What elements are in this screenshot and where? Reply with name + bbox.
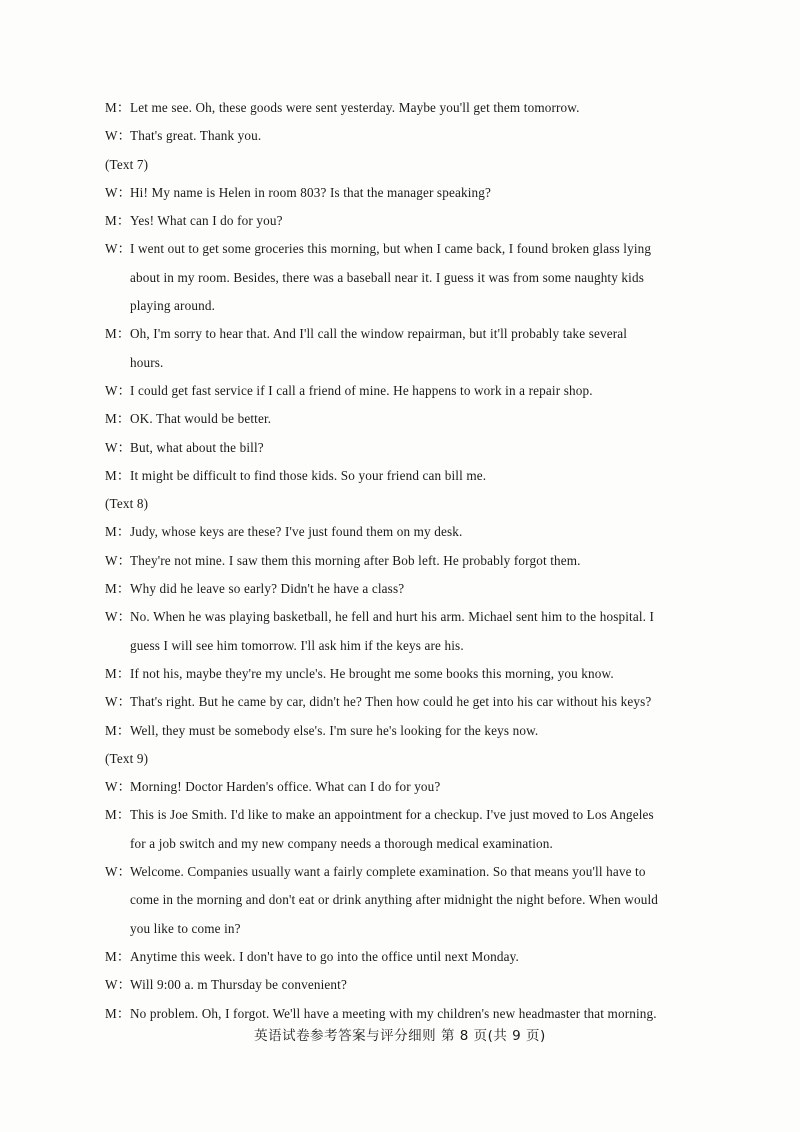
dialogue-text: Judy, whose keys are these? I've just found them on my desk.: [130, 524, 463, 540]
dialogue-continuation: guess I will see him tomorrow. I'll ask him if the keys are his.: [130, 637, 464, 653]
dialogue-line: [105, 575, 705, 603]
speaker-label: M：: [105, 948, 131, 964]
dialogue-text: Hi! My name is Helen in room 803? Is that the manager speaking?: [130, 184, 492, 200]
dialogue-line: [105, 717, 705, 745]
section-heading: (Text 7): [105, 156, 149, 172]
dialogue-text: No. When he was playing basketball, he fell and hurt his arm. Michael sent him to the hospital. I: [130, 609, 655, 625]
speaker-label: M：: [105, 326, 131, 342]
dialogue-text: I could get fast service if I call a friend of mine. He happens to work in a repair shop.: [130, 382, 593, 398]
dialogue-line: [105, 377, 705, 405]
speaker-label: M：: [105, 665, 131, 681]
dialogue-line: [105, 179, 705, 207]
dialogue-text: Let me see. Oh, these goods were sent yesterday. Maybe you'll get them tomorrow.: [130, 100, 580, 115]
dialogue-line: [105, 547, 705, 575]
speaker-label: W：: [105, 977, 131, 993]
dialogue-text: Oh, I'm sorry to hear that. And I'll call the window repairman, but it'll probably take several: [130, 326, 628, 342]
speaker-label: M：: [105, 722, 131, 738]
dialogue-text: That's right. But he came by car, didn't he? Then how could he get into his car without his keys?: [130, 694, 652, 710]
dialogue-text: Well, they must be somebody else's. I'm sure he's looking for the keys now.: [130, 722, 539, 738]
dialogue-text: Will 9:00 a. m Thursday be convenient?: [130, 977, 347, 993]
dialogue-line: [105, 434, 705, 462]
dialogue-text: OK. That would be better.: [130, 411, 272, 427]
speaker-label: M：: [105, 807, 131, 823]
speaker-label: M：: [105, 213, 131, 229]
dialogue-text: Welcome. Companies usually want a fairly complete examination. So that means you'll have to: [130, 864, 646, 880]
dialogue-line: [105, 971, 705, 999]
speaker-label: W：: [105, 184, 131, 200]
speaker-label: W：: [105, 609, 131, 625]
speaker-label: M：: [105, 467, 131, 483]
speaker-label: M：: [105, 1005, 131, 1021]
dialogue-text: Yes! What can I do for you?: [130, 213, 283, 229]
speaker-label: W：: [105, 779, 131, 795]
dialogue-line: [105, 94, 705, 122]
dialogue-line: [105, 773, 705, 801]
dialogue-continuation: you like to come in?: [130, 920, 241, 936]
speaker-label: W：: [105, 241, 131, 257]
dialogue-line: [105, 858, 705, 886]
section-heading: (Text 8): [105, 496, 149, 512]
dialogue-text: I went out to get some groceries this morning, but when I came back, I found broken glass lying: [130, 241, 652, 257]
dialogue-text: They're not mine. I saw them this morning after Bob left. He probably forgot them.: [130, 552, 581, 568]
dialogue-line: [105, 462, 705, 490]
dialogue-continuation: hours.: [130, 354, 164, 370]
dialogue-line: [105, 943, 705, 971]
speaker-label: M：: [105, 411, 131, 427]
dialogue-line: [105, 405, 705, 433]
dialogue-text: If not his, maybe they're my uncle's. He brought me some books this morning, you know.: [130, 665, 614, 681]
dialogue-line: [105, 235, 705, 263]
speaker-label: W：: [105, 552, 131, 568]
speaker-label: W：: [105, 439, 131, 455]
speaker-label: W：: [105, 694, 131, 710]
dialogue-continuation: for a job switch and my new company needs a thorough medical examination.: [130, 835, 553, 851]
dialogue-text: But, what about the bill?: [130, 439, 264, 455]
dialogue-text: This is Joe Smith. I'd like to make an appointment for a checkup. I've just moved to Los Angeles: [130, 807, 654, 823]
dialogue-line: [105, 320, 705, 348]
speaker-label: M：: [105, 581, 131, 597]
page-footer: 英语试卷参考答案与评分细则 第 8 页(共 9 页): [254, 1028, 546, 1044]
dialogue-line: [105, 207, 705, 235]
dialogue-line: [105, 518, 705, 546]
dialogue-line: [105, 660, 705, 688]
dialogue-continuation: about in my room. Besides, there was a baseball near it. I guess it was from some naughty kids: [130, 269, 645, 285]
dialogue-continuation: come in the morning and don't eat or drink anything after midnight the night before. When would: [130, 892, 659, 908]
section-heading: (Text 9): [105, 750, 149, 766]
speaker-label: W：: [105, 128, 131, 144]
dialogue-continuation: playing around.: [130, 298, 216, 314]
dialogue-text: Anytime this week. I don't have to go into the office until next Monday.: [130, 948, 519, 964]
dialogue-line: [105, 688, 705, 716]
speaker-label: W：: [105, 864, 131, 880]
speaker-label: M：: [105, 524, 131, 540]
dialogue-line: [105, 801, 705, 829]
dialogue-text: No problem. Oh, I forgot. We'll have a meeting with my children's new headmaster that morning.: [130, 1005, 657, 1021]
listening-transcript: [105, 94, 705, 1028]
dialogue-line: [105, 122, 705, 150]
dialogue-text: It might be difficult to find those kids. So your friend can bill me.: [130, 467, 487, 483]
dialogue-text: Why did he leave so early? Didn't he have a class?: [130, 581, 405, 597]
dialogue-line: [105, 603, 705, 631]
speaker-label: W：: [105, 382, 131, 398]
speaker-label: M：: [105, 100, 131, 115]
dialogue-text: That's great. Thank you.: [130, 128, 262, 144]
dialogue-text: Morning! Doctor Harden's office. What can I do for you?: [130, 779, 441, 795]
